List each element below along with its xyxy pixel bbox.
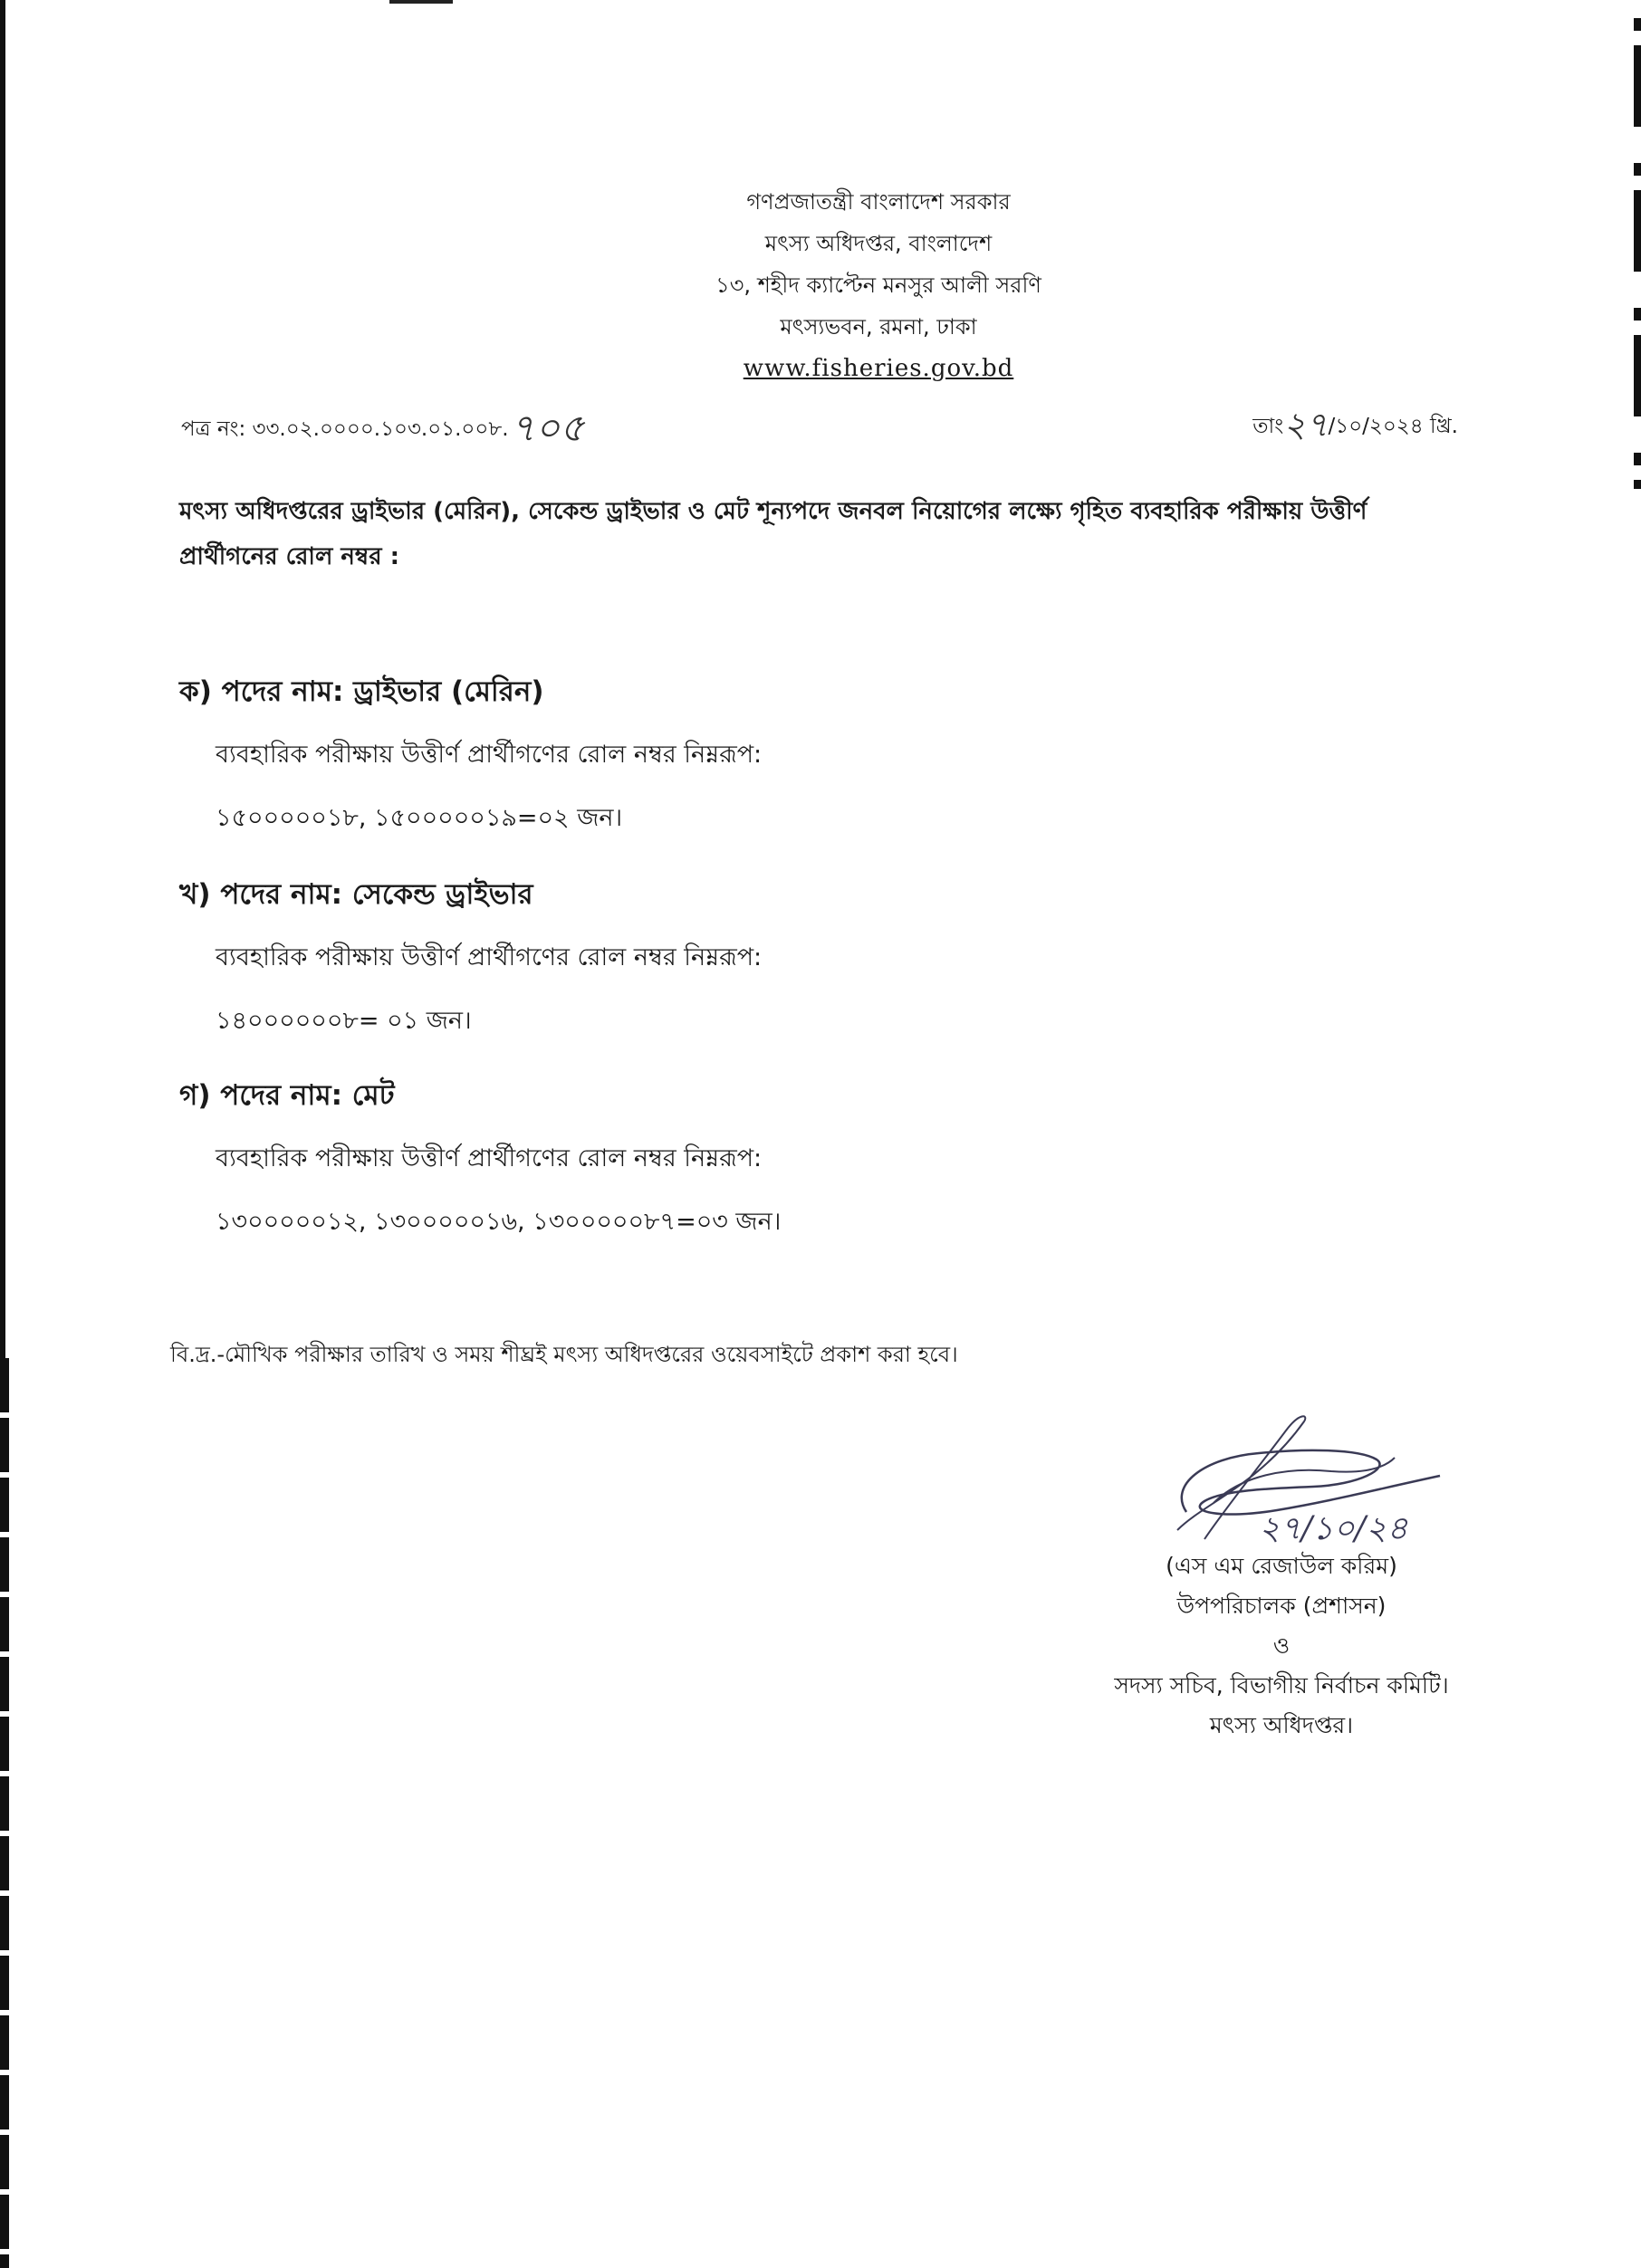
memo-date [1252,398,1458,456]
signature-handwritten-date: ২৭/১০/২৪ [1259,1510,1408,1547]
signatory-role: সদস্য সচিব, বিভাগীয় নির্বাচন কমিটি। [1114,1672,1449,1699]
signatory-designation: উপপরিচালক (প্রশাসন) [1176,1593,1387,1619]
memo-number-label: পত্র নং: ৩৩.০২.০০০০.১০৩.০১.০০৮. [181,417,509,441]
section-driver-marine [179,672,1266,838]
section-intro: ব্যবহারিক পরীক্ষায় উত্তীর্ণ প্রার্থীগণের রোল নম্বর নিম্নরূপ: [216,943,763,971]
website-link[interactable]: www.fisheries.gov.bd [743,355,1014,382]
scan-border-right [1634,18,1641,489]
signatory-name: (এস এম রেজাউল করিম) [1166,1553,1397,1579]
address-line: ১৩, শহীদ ক্যাপ্টেন মনসুর আলী সরণি [715,273,1041,298]
section-second-driver [179,875,1266,1041]
memo-row [181,391,1458,450]
section-intro: ব্যবহারিক পরীক্ষায় উত্তীর্ণ প্রার্থীগণের রোল নম্বর নিম্নরূপ: [216,741,763,769]
memo-number-handwritten: ৭০৫ [510,406,585,450]
government-name: গণপ্রজাতন্ত্রী বাংলাদেশ সরকার [746,189,1011,215]
section-title: ক) পদের নাম: ড্রাইভার (মেরিন) [179,675,544,708]
section-mate [179,1076,1266,1242]
signatory-conjunction: ও [1272,1632,1291,1659]
scan-border-left [0,0,5,1539]
address-city: মৎস্যভবন, রমনা, ঢাকা [780,314,977,340]
signatory-details [1069,1546,1494,1746]
signature-block [1069,1403,1494,1747]
footnote: বি.দ্র.-মৌখিক পরীক্ষার তারিখ ও সময় শীঘ্রই মৎস্য অধিদপ্তরের ওয়েবসাইটে প্রকাশ করা হবে। [170,1342,958,1367]
signature-mark [1150,1403,1458,1557]
section-rolls: ১৩০০০০০১২, ১৩০০০০০১৬, ১৩০০০০০৮৭=০৩ জন। [216,1208,782,1236]
section-rolls: ১৪০০০০০০৮= ০১ জন। [216,1007,472,1035]
section-title: গ) পদের নাম: মেট [179,1079,395,1112]
scan-artifact [389,0,453,4]
letterhead [543,181,1214,389]
date-rest: /১০/২০২৪ খ্রি. [1328,415,1458,438]
section-title: খ) পদের নাম: সেকেন্ড ড্রাইভার [179,878,533,911]
signatory-office: মৎস্য অধিদপ্তর। [1209,1712,1354,1738]
scan-border-left-lower [0,1358,9,2268]
department-name: মৎস্য অধিদপ্তর, বাংলাদেশ [764,231,993,256]
section-intro: ব্যবহারিক পরীক্ষায় উত্তীর্ণ প্রার্থীগণের রোল নম্বর নিম্নরূপ: [216,1144,763,1172]
memo-number [181,398,584,463]
date-handwritten: ২৭ [1283,405,1329,445]
date-label: তাং [1252,415,1284,438]
subject-heading: মৎস্য অধিদপ্তরের ড্রাইভার (মেরিন), সেকেন্ড ড্রাইভার ও মেট শূন্যপদে জনবল নিয়োগের লক্ষ্যে গৃহিত ব্যবহারিক পরীক্ষায় উত্তীর্ণ প্রার্থীগনের রোল নম্বর : [179,498,1368,570]
section-rolls: ১৫০০০০০১৮, ১৫০০০০০১৯=০২ জন। [216,804,623,832]
